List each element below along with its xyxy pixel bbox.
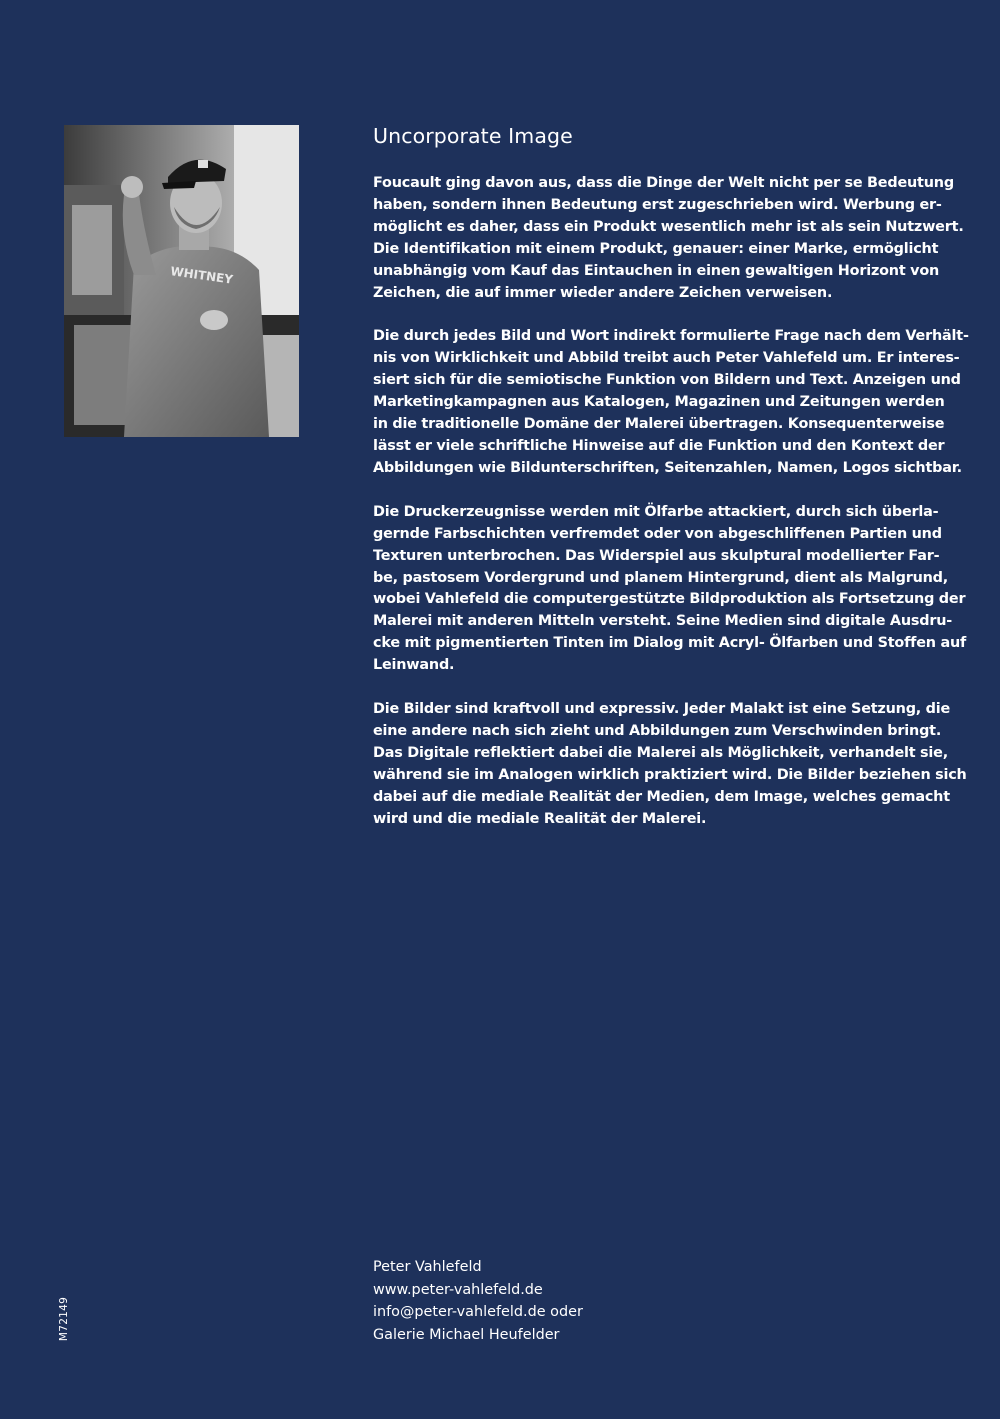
text-line: während sie im Analogen wirklich praktiziert wird. Die Bilder beziehen sich	[373, 766, 967, 783]
text-line: Die Druckerzeugnisse werden mit Ölfarbe attackiert, durch sich überla-	[373, 503, 939, 520]
artist-photo	[64, 125, 299, 437]
text-line: Die Bilder sind kraftvoll und expressiv. Jeder Malakt ist eine Setzung, die	[373, 701, 951, 718]
text-line: Abbildungen wie Bildunterschriften, Seitenzahlen, Namen, Logos sichtbar.	[373, 459, 962, 476]
text-line: siert sich für die semiotische Funktion von Bildern und Text. Anzeigen und	[373, 372, 961, 389]
text-line: Das Digitale reflektiert dabei die Malerei als Möglichkeit, verhandelt sie,	[373, 744, 948, 761]
text-line: eine andere nach sich zieht und Abbildungen zum Verschwinden bringt.	[373, 722, 942, 739]
page-title: Uncorporate Image	[373, 124, 573, 148]
paragraph-2	[373, 326, 969, 479]
website-link[interactable]: www.peter-vahlefeld.de	[373, 1281, 543, 1298]
text-line: möglicht es daher, dass ein Produkt wesentlich mehr ist als sein Nutzwert.	[373, 218, 964, 235]
text-line: nis von Wirklichkeit und Abbild treibt auch Peter Vahlefeld um. Er interes-	[373, 350, 960, 367]
text-line: Die Identifikation mit einem Produkt, genauer: einer Marke, ermöglicht	[373, 240, 939, 257]
catalogue-code-text: M72149	[58, 1296, 70, 1342]
text-line: unabhängig vom Kauf das Eintauchen in einen gewaltigen Horizont von	[373, 262, 940, 279]
paragraph-4	[373, 699, 967, 830]
text-line: wobei Vahlefeld die computergestützte Bildproduktion als Fortsetzung der	[373, 591, 966, 608]
catalogue-code	[55, 1297, 73, 1341]
paragraph-3	[373, 502, 967, 677]
text-line: be, pastosem Vordergrund und planem Hintergrund, dient als Malgrund,	[373, 569, 949, 586]
contact-block	[373, 1256, 873, 1346]
text-line: dabei auf die mediale Realität der Medien, dem Image, welches gemacht	[373, 788, 950, 805]
artist-name: Peter Vahlefeld	[373, 1259, 482, 1275]
gallery-name: Galerie Michael Heufelder	[373, 1326, 560, 1343]
text-line: wird und die mediale Realität der Malerei.	[373, 810, 707, 827]
text-line: Malerei mit anderen Mitteln versteht. Seine Medien sind digitale Ausdru-	[373, 613, 953, 630]
text-line: Leinwand.	[373, 657, 455, 674]
text-line: Die durch jedes Bild und Wort indirekt formulierte Frage nach dem Verhält-	[373, 328, 969, 345]
text-line: Texturen unterbrochen. Das Widerspiel aus skulptural modellierter Far-	[373, 547, 940, 564]
shirt-lettering: WHITNEY	[169, 264, 234, 287]
text-line: Marketingkampagnen aus Katalogen, Magazinen und Zeitungen werden	[373, 394, 945, 411]
text-line: lässt er viele schriftliche Hinweise auf die Funktion und den Kontext der	[373, 437, 945, 454]
text-line: cke mit pigmentierten Tinten im Dialog mit Acryl- Ölfarben und Stoffen auf	[373, 635, 967, 652]
text-line: Foucault ging davon aus, dass die Dinge der Welt nicht per se Bedeutung	[373, 175, 954, 191]
text-line: Zeichen, die auf immer wieder andere Zeichen verweisen.	[373, 284, 833, 301]
artist-photo-drawing	[64, 125, 299, 437]
email-link[interactable]: info@peter-vahlefeld.de oder	[373, 1304, 583, 1320]
text-line: haben, sondern ihnen Bedeutung erst zugeschrieben wird. Werbung er-	[373, 196, 942, 213]
text-line: gernde Farbschichten verfremdet oder von abgeschliffenen Partien und	[373, 525, 942, 542]
article	[373, 122, 969, 852]
text-line: in die traditionelle Domäne der Malerei übertragen. Konsequenterweise	[373, 416, 945, 433]
paragraph-1	[373, 173, 964, 304]
